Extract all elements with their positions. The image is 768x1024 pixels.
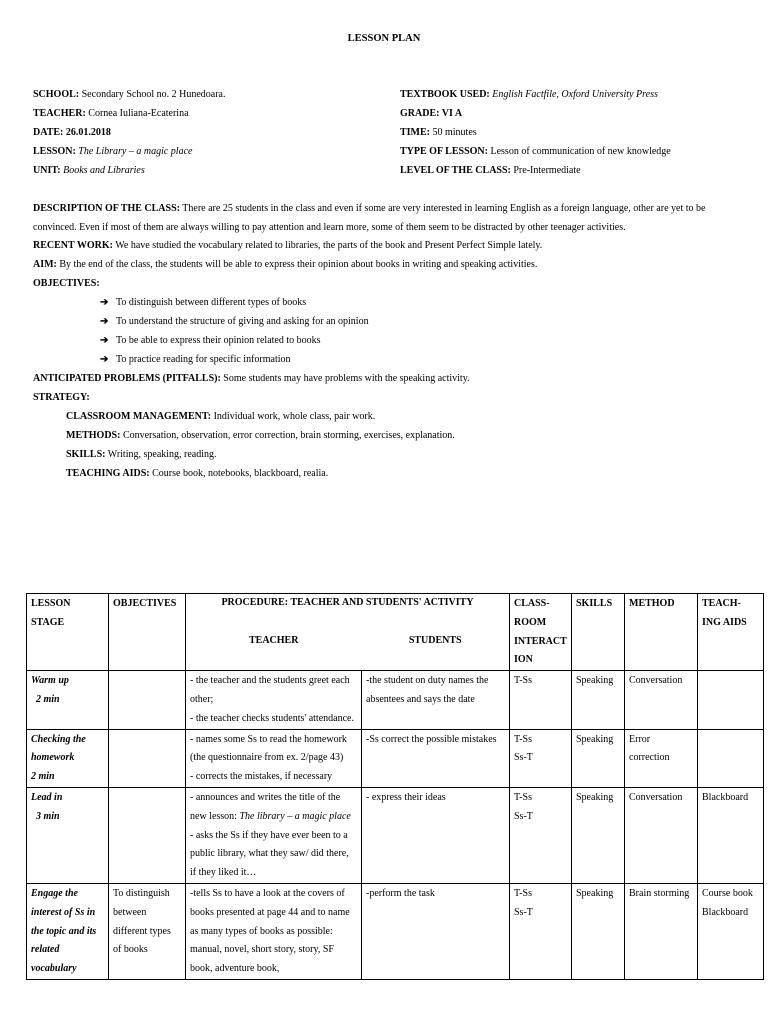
objective-cell [109, 729, 186, 787]
lesson-type-line: TYPE OF LESSON: Lesson of communication of new knowledge [400, 146, 671, 157]
method-cell: Brain storming [625, 883, 698, 979]
level-line: LEVEL OF THE CLASS: Pre-Intermediate [400, 165, 581, 176]
teacher-cell: - names some Ss to read the homework (the questionnaire from ex. 2/page 43) - corrects the mistakes, if necessary [186, 729, 362, 787]
table-header-row [27, 594, 764, 671]
arrow-icon: ➔ [100, 316, 109, 327]
objective-item: ➔ To practice reading for specific information [100, 354, 291, 365]
skills-cell: Speaking [572, 729, 625, 787]
teacher-cell: - announces and writes the title of the new lesson: The library – a magic place - asks the Ss if they have ever been to a public library, what they saw/ did there, if they liked it… [186, 787, 362, 883]
objective-cell [109, 671, 186, 729]
table-row [27, 729, 764, 787]
method-cell: Error correction [625, 729, 698, 787]
stage-cell: Lead in 3 min [27, 787, 109, 883]
grade-line: GRADE: VI A [400, 108, 463, 119]
school-line: SCHOOL: Secondary School no. 2 Hunedoara. [33, 89, 226, 100]
aids-cell: Blackboard [698, 787, 764, 883]
students-cell: -Ss correct the possible mistakes [362, 729, 510, 787]
skills-cell: Speaking [572, 883, 625, 979]
skills-line: SKILLS: Writing, speaking, reading. [66, 449, 217, 460]
header-students: STUDENTS [408, 634, 462, 646]
skills-cell: Speaking [572, 671, 625, 729]
interaction-cell: T-Ss Ss-T [510, 729, 572, 787]
header-procedure: PROCEDURE: TEACHER AND STUDENTS' ACTIVITY TEACHER STUDENTS [186, 594, 510, 671]
lesson-line: LESSON: The Library – a magic place [33, 146, 193, 157]
textbook-line: TEXTBOOK USED: English Factfile, Oxford University Press [400, 89, 658, 100]
stage-cell: Engage the interest of Ss in the topic and its related vocabulary [27, 883, 109, 979]
method-cell: Conversation [625, 671, 698, 729]
header-interaction: CLASS-ROOM INTERACTION [510, 594, 572, 671]
objective-cell: To distinguish between different types of books [109, 883, 186, 979]
table-row [27, 671, 764, 729]
header-skills: SKILLS [572, 594, 625, 671]
arrow-icon: ➔ [100, 297, 109, 308]
header-stage: LESSON STAGE [27, 594, 109, 671]
objective-cell [109, 787, 186, 883]
teaching-aids-line: TEACHING AIDS: Course book, notebooks, blackboard, realia. [66, 468, 329, 479]
teacher-line: TEACHER: Cornea Iuliana-Ecaterina [33, 108, 189, 119]
aim-line: AIM: By the end of the class, the students will be able to express their opinion about books in writing and speaking activities. [33, 259, 538, 270]
table-row [27, 787, 764, 883]
description-paragraph: DESCRIPTION OF THE CLASS: There are 25 students in the class and even if some are very interested in learning English as a foreign language, other are yet to be convinced. Even if most of them are always willing to pay attention and learn more, some of them seem to be distracted by other teenager activities. [33, 203, 706, 233]
objective-item: ➔ To distinguish between different types of books [100, 297, 307, 308]
stage-cell: Warm up 2 min [27, 671, 109, 729]
time-line: TIME: 50 minutes [400, 127, 477, 138]
arrow-icon: ➔ [100, 354, 109, 365]
unit-line: UNIT: Books and Libraries [33, 165, 145, 176]
objective-item: ➔ To understand the structure of giving and asking for an opinion [100, 316, 369, 327]
header-objectives: OBJECTIVES [109, 594, 186, 671]
methods-line: METHODS: Conversation, observation, error correction, brain storming, exercises, explanation. [66, 430, 455, 441]
aids-cell [698, 671, 764, 729]
classroom-management-line: CLASSROOM MANAGEMENT: Individual work, whole class, pair work. [66, 411, 376, 422]
teacher-cell: -tells Ss to have a look at the covers of books presented at page 44 and to name as many types of books as possible: manual, novel, short story, story, SF book, adventure book, [186, 883, 362, 979]
header-teacher: TEACHER [249, 634, 299, 646]
stage-cell: Checking the homework 2 min [27, 729, 109, 787]
students-cell: - express their ideas [362, 787, 510, 883]
date-line: DATE: 26.01.2018 [33, 127, 111, 138]
interaction-cell: T-Ss Ss-T [510, 787, 572, 883]
teacher-cell: - the teacher and the students greet each other; - the teacher checks students' attendance. [186, 671, 362, 729]
pitfalls-line: ANTICIPATED PROBLEMS (PITFALLS): Some students may have problems with the speaking activity. [33, 373, 470, 384]
page-title: LESSON PLAN [347, 33, 421, 44]
students-cell: -the student on duty names the absentees and says the date [362, 671, 510, 729]
interaction-cell: T-Ss Ss-T [510, 883, 572, 979]
aids-cell [698, 729, 764, 787]
table-row [27, 883, 764, 979]
objectives-heading: OBJECTIVES: [33, 278, 100, 289]
interaction-cell: T-Ss [510, 671, 572, 729]
arrow-icon: ➔ [100, 335, 109, 346]
header-aids: TEACH-ING AIDS [698, 594, 764, 671]
objective-item: ➔ To be able to express their opinion related to books [100, 335, 321, 346]
skills-cell: Speaking [572, 787, 625, 883]
header-method: METHOD [625, 594, 698, 671]
lesson-table [26, 593, 764, 980]
aids-cell: Course book Blackboard [698, 883, 764, 979]
recent-work-line: RECENT WORK: We have studied the vocabulary related to libraries, the parts of the book and Present Perfect Simple lately. [33, 240, 543, 251]
method-cell: Conversation [625, 787, 698, 883]
strategy-heading: STRATEGY: [33, 392, 90, 403]
students-cell: -perform the task [362, 883, 510, 979]
